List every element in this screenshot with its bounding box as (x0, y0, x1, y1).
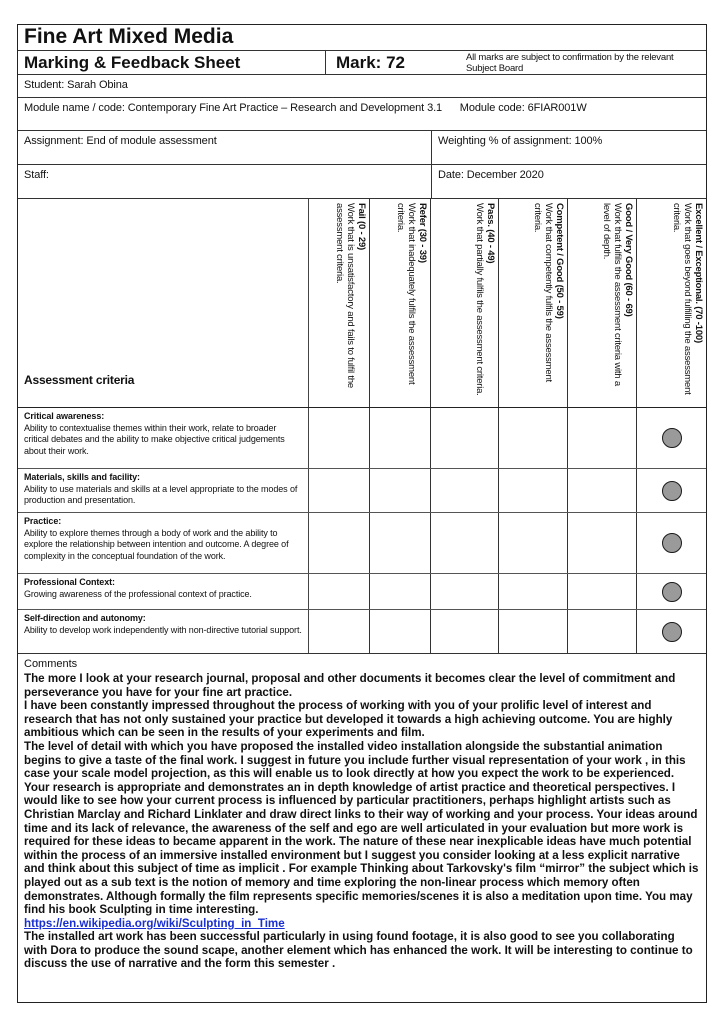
criteria-name: Critical awareness: (24, 411, 105, 421)
band-title: Pass. (40 - 49) (485, 203, 496, 264)
grade-cell-selected[interactable] (637, 513, 706, 573)
selected-grade-marker-icon (662, 481, 682, 501)
module-info: Module name / code: Contemporary Fine Art Practice – Research and Development 3.1 Module code: 6FIAR001W (24, 102, 587, 114)
band-title: Excellent / Exceptional. (70 -100) (693, 203, 704, 343)
assignment-info: Assignment: End of module assessment (18, 131, 432, 164)
criteria-name: Materials, skills and facility: (24, 472, 140, 482)
criteria-desc: Ability to contextualise themes within their work, relate to broader critical debates and the ability to make objective critical judgements about their work. (24, 422, 285, 456)
grade-cell[interactable] (499, 610, 568, 653)
comment-paragraph: The more I look at your research journal, proposal and other documents it becomes clear the level of commitment and perseverance you have for your fine art practice. (24, 672, 676, 699)
grade-cell[interactable] (568, 469, 637, 512)
band-desc: Work that goes beyond fulfilling the assessment criteria. (671, 203, 693, 395)
grade-cell-selected[interactable] (637, 408, 706, 468)
band-header-refer (370, 199, 431, 407)
comments-label: Comments (24, 658, 78, 670)
band-title: Fail (0 - 29) (356, 203, 367, 251)
marking-feedback-sheet (17, 24, 707, 1003)
sheet-title: Fine Art Mixed Media (24, 25, 234, 48)
band-desc: Work that inadequately fulfils the assessment criteria. (395, 203, 417, 385)
band-desc: Work that partially fulfils the assessment criteria. (474, 203, 485, 396)
grade-cell[interactable] (431, 469, 499, 512)
module-row (18, 98, 706, 131)
comment-paragraph: I have been constantly impressed throughout the process of working with you of your prolific level of interest and research that has not only sustained your practice but developed it towards a high achieving outcome. You are highly ambitious which can be seen in the results of your experiments and film. (24, 699, 673, 740)
grade-cell[interactable] (568, 610, 637, 653)
grade-cell[interactable] (309, 574, 370, 609)
grade-cell[interactable] (568, 408, 637, 468)
band-desc: Work that competently fulfils the assessment criteria. (532, 203, 554, 382)
criteria-desc: Ability to develop work independently with non-directive tutorial support. (24, 624, 302, 635)
grade-cell[interactable] (499, 408, 568, 468)
band-header-excellent (637, 199, 706, 407)
band-header-fail (309, 199, 370, 407)
comment-paragraph: The installed art work has been successful particularly in using found footage, it is also good to see you collaborating with Dora to produce the sound scape, another element which has enhanced the work. It will be interesting to continue to discuss the use of narrative and the form this semester . (24, 930, 693, 971)
criteria-header: Assessment criteria (24, 373, 135, 387)
selected-grade-marker-icon (662, 582, 682, 602)
grade-cell[interactable] (499, 513, 568, 573)
grade-cell[interactable] (431, 513, 499, 573)
assessment-table (18, 199, 706, 653)
selected-grade-marker-icon (662, 533, 682, 553)
comments-section (18, 653, 706, 1002)
criteria-row (18, 574, 706, 610)
sheet-subtitle: Marking & Feedback Sheet (18, 51, 326, 74)
grade-cell[interactable] (568, 513, 637, 573)
band-desc: Work that is unsatisfactory and fails to fulfil the assessment criteria. (334, 203, 356, 388)
criteria-name: Self-direction and autonomy: (24, 613, 146, 623)
criteria-desc: Ability to explore themes through a body of work and the ability to explore the relationship between intention and outcome. A degree of complexity in the conceptual foundation of the work. (24, 527, 289, 561)
student-name: Student: Sarah Obina (24, 79, 128, 91)
grade-cell-selected[interactable] (637, 610, 706, 653)
grade-cell[interactable] (431, 574, 499, 609)
grade-cell[interactable] (370, 408, 431, 468)
grade-cell[interactable] (499, 574, 568, 609)
grade-cell[interactable] (309, 469, 370, 512)
criteria-row (18, 610, 706, 653)
band-title: Refer (30 - 39) (417, 203, 428, 263)
grade-cell[interactable] (499, 469, 568, 512)
grade-cell[interactable] (309, 408, 370, 468)
comments-body (24, 672, 700, 971)
comment-paragraph: The level of detail with which you have proposed the installed video installation alongside the substantial animation begins to give a taste of the final work. I suggest in future you include further visual representation of your work , in this case your scale model projection, as this will enable us to look directly at how you expect the work to be experienced. Your research is appropriate and demonstrates an in depth knowledge of artist practice and theoretical perspectives. I would like to see how your current process is influenced by particular practitioners, perhaps highlight artists such as Christian Marclay and Richard Linklater and draw direct links to their way of working and your process. Your ideas around time and its lack of relevance, the awareness of the self and ego are well articulated in your evaluation but more work is required for these ideas to became apparent in the work. The nature of these near inexplicable ideas have much potential within the process of an immersive installed environment but I suggest you consider looking at a less explicit narrative and think about this subject of time as implicit . For example Thinking about Tarkovsky's film “mirror” the subject which is played out as a sub text is the notion of memory and time exploring the non-linear process which memory often demonstrates. Although formally the film represents specific memories/scenes it is also a meditation upon time. You may find his book Sculpting in time interesting. (24, 739, 699, 917)
sculpting-in-time-link[interactable]: https://en.wikipedia.org/wiki/Sculpting_in_Time (24, 916, 285, 930)
weighting-info: Weighting % of assignment: 100% (438, 135, 603, 147)
grade-cell-selected[interactable] (637, 469, 706, 512)
grade-cell[interactable] (309, 513, 370, 573)
grade-cell[interactable] (431, 610, 499, 653)
criteria-desc: Growing awareness of the professional context of practice. (24, 588, 252, 599)
band-header-pass (431, 199, 499, 407)
subtitle-row (18, 51, 706, 75)
date-info: Date: December 2020 (438, 169, 544, 181)
mark-value: Mark: 72 (336, 53, 405, 72)
band-header-very-good (568, 199, 637, 407)
selected-grade-marker-icon (662, 622, 682, 642)
grade-cell[interactable] (370, 469, 431, 512)
staff-row (18, 165, 706, 199)
band-title: Good / Very Good (60 - 69) (623, 203, 634, 317)
grade-cell[interactable] (568, 574, 637, 609)
grade-cell[interactable] (370, 610, 431, 653)
band-header-competent (499, 199, 568, 407)
grade-cell[interactable] (309, 610, 370, 653)
student-row (18, 75, 706, 98)
criteria-row (18, 513, 706, 574)
grade-cell-selected[interactable] (637, 574, 706, 609)
assessment-header-row (18, 199, 706, 408)
band-title: Competent / Good (50 - 59) (554, 203, 565, 319)
criteria-row (18, 469, 706, 513)
selected-grade-marker-icon (662, 428, 682, 448)
criteria-row (18, 408, 706, 469)
grade-cell[interactable] (431, 408, 499, 468)
marks-disclaimer: All marks are subject to confirmation by the relevant Subject Board (466, 52, 674, 74)
assignment-row (18, 131, 706, 165)
grade-cell[interactable] (370, 574, 431, 609)
criteria-name: Practice: (24, 516, 62, 526)
staff-info: Staff: (18, 165, 432, 198)
criteria-header-cell (18, 199, 309, 407)
criteria-desc: Ability to use materials and skills at a level appropriate to the modes of production and presentation. (24, 483, 298, 505)
grade-cell[interactable] (370, 513, 431, 573)
criteria-name: Professional Context: (24, 577, 115, 587)
band-desc: Work that fulfils the assessment criteria with a level of depth. (601, 203, 623, 386)
title-row (18, 25, 706, 51)
